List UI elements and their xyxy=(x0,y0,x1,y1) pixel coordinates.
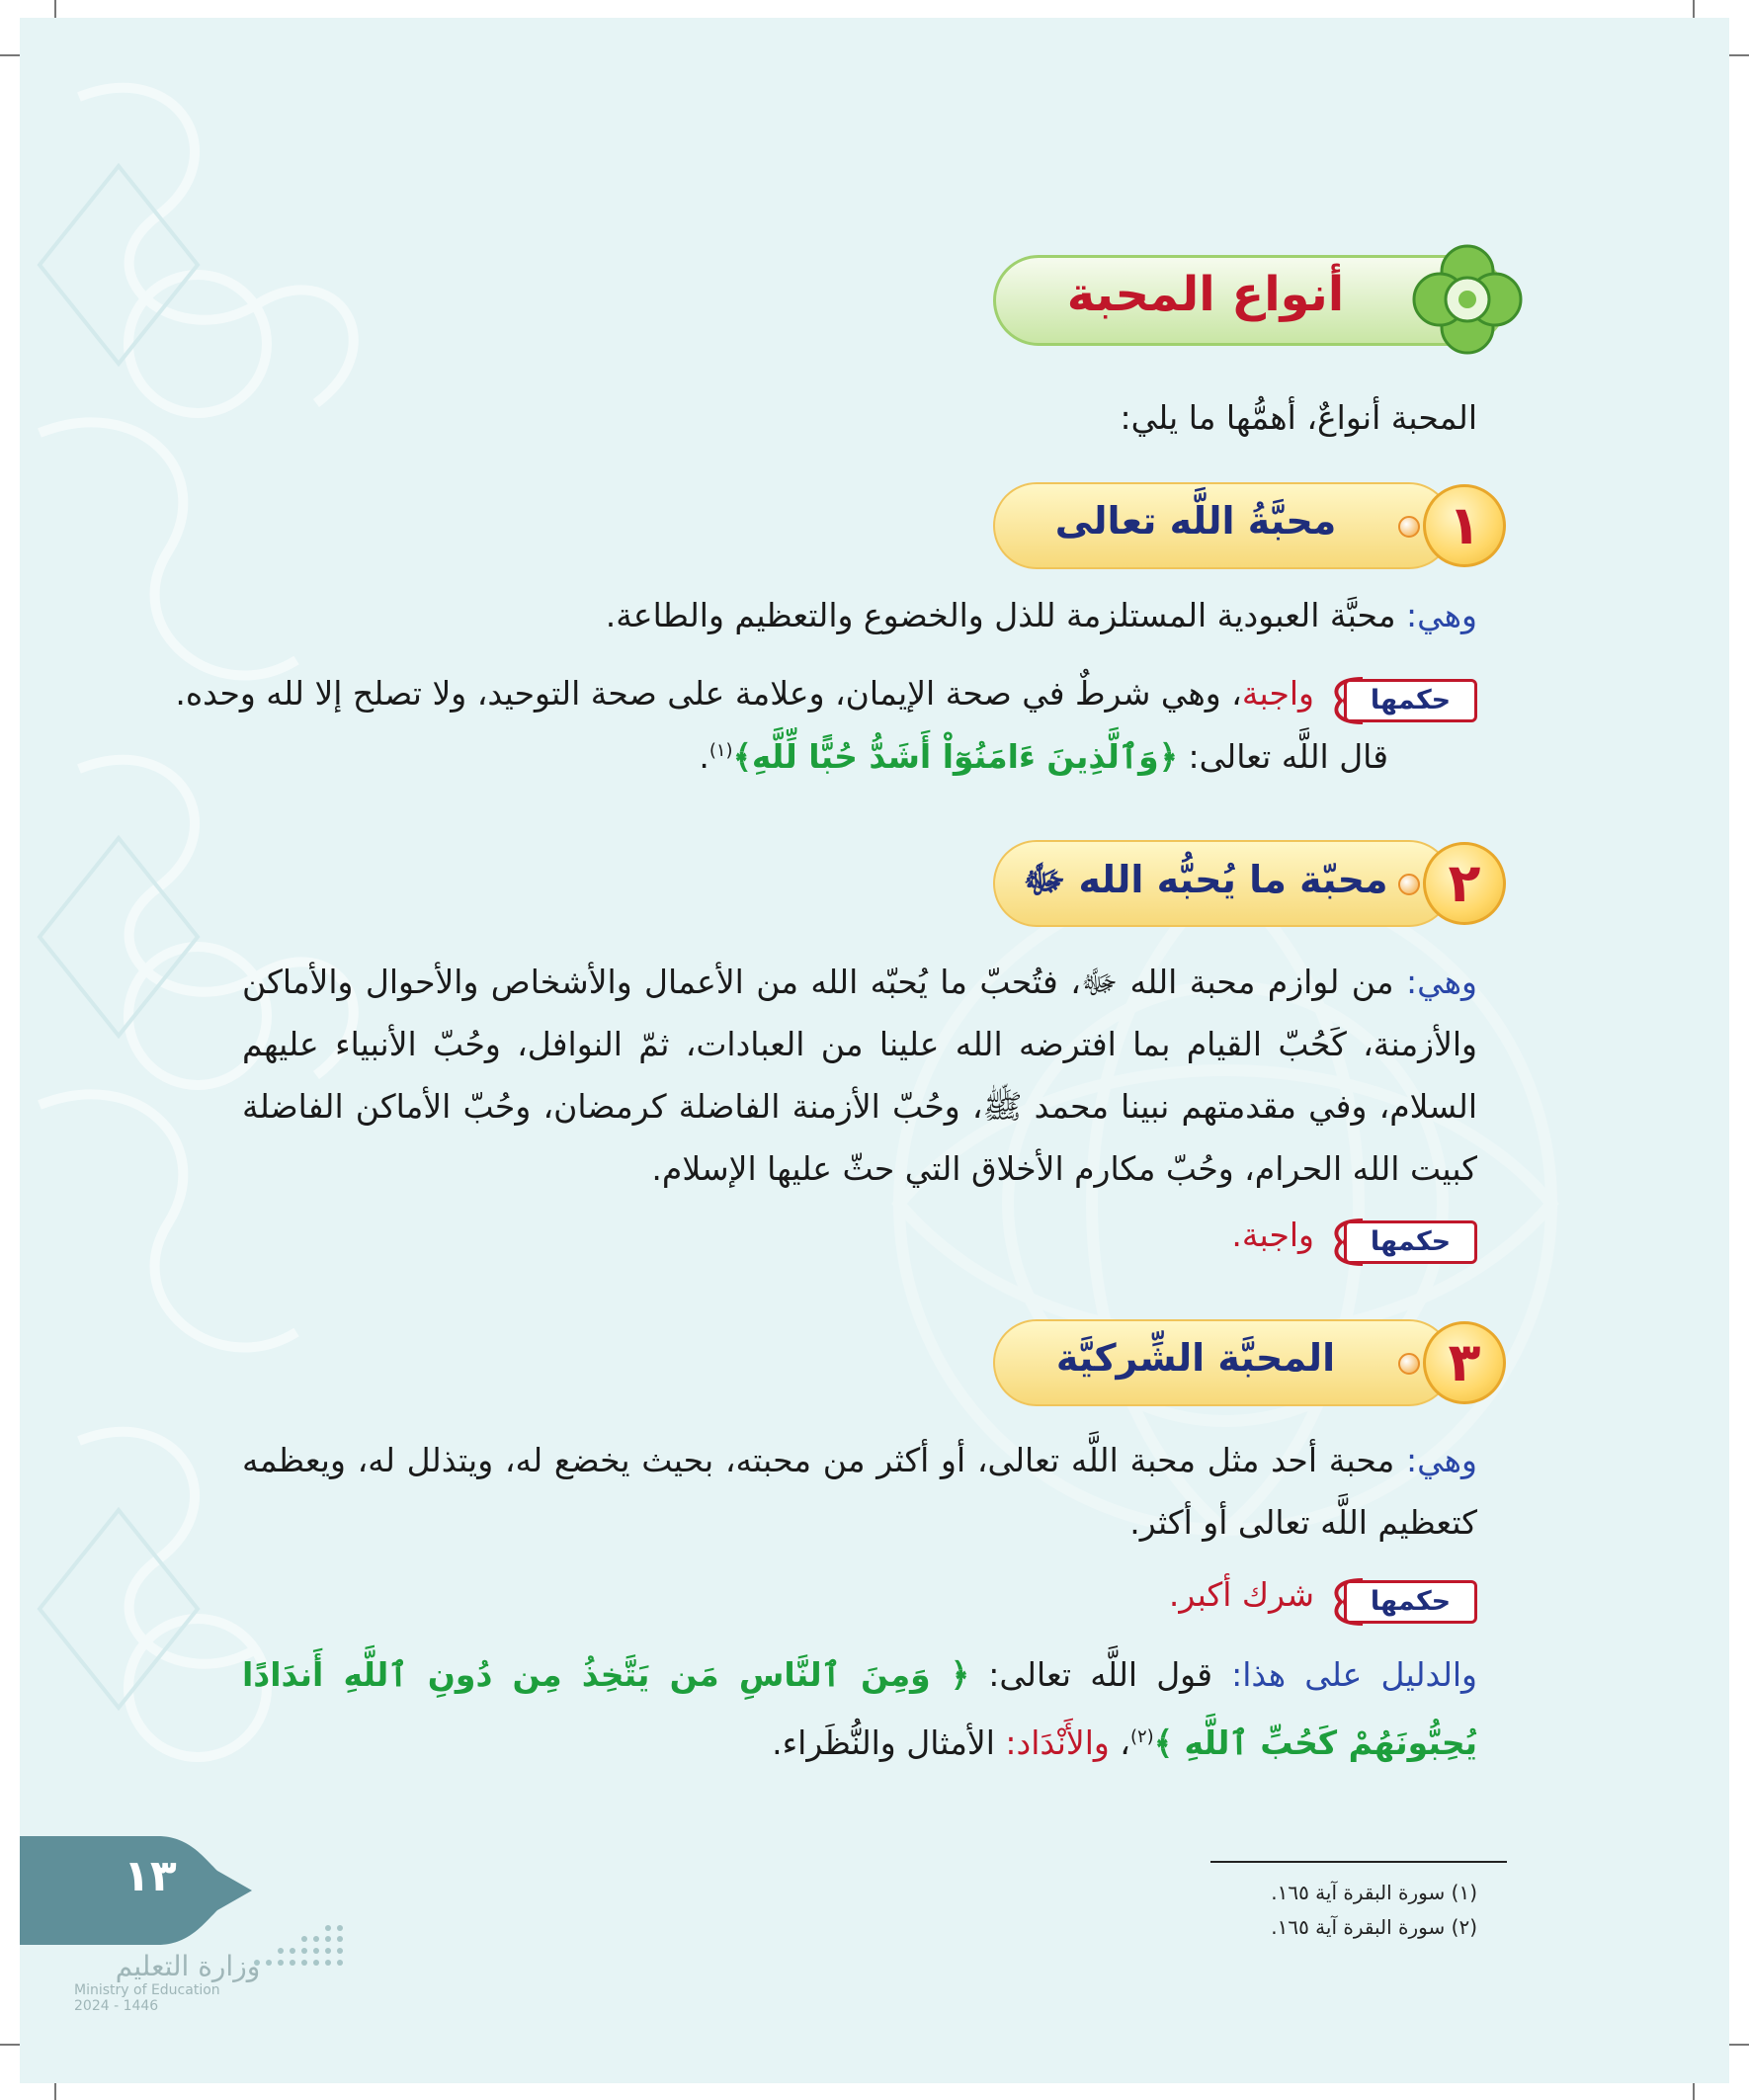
ministry-year: 2024 - 1446 xyxy=(74,1998,159,2014)
definition-label: وهي: xyxy=(1406,963,1477,1001)
ministry-logo xyxy=(74,1950,301,2014)
crop-mark xyxy=(1727,2044,1749,2046)
footnote-1: (١) سورة البقرة آية ١٦٥. xyxy=(1271,1881,1477,1904)
bullet-dot-icon xyxy=(1398,516,1420,538)
bullet-dot-icon xyxy=(1398,874,1420,895)
crop-mark xyxy=(0,2044,22,2046)
section-1-ruling-tag xyxy=(1319,675,1477,726)
section-1-quote: قال اللَّه تعالى: ﴿وَٱلَّذِينَ ءَامَنُوٓاْ أَشَدُّ حُبًّا لِّلَّهِ﴾$^{(١)}$. xyxy=(699,737,1388,776)
evidence-intro: قول اللَّه تعالى: xyxy=(988,1655,1212,1694)
ruling-label: حكمها xyxy=(1344,1220,1477,1264)
evidence-label: والدليل على هذا: xyxy=(1231,1655,1477,1694)
footnote-ref: (٢) xyxy=(1129,1726,1154,1747)
bullet-dot-icon xyxy=(1398,1353,1420,1375)
section-3-heading: المحبَّة الشِّركيَّة xyxy=(1055,1336,1336,1380)
footnote-ref: (١) xyxy=(708,740,733,761)
footnote-2: (٢) سورة البقرة آية ١٦٥. xyxy=(1271,1915,1477,1939)
flower-ornament-icon xyxy=(1408,240,1527,359)
quote-intro: قال اللَّه تعالى: xyxy=(1188,737,1388,776)
crop-mark xyxy=(1727,54,1749,56)
ministry-arabic: وزارة التعليم xyxy=(115,1950,261,1982)
section-1-heading: محبَّةُ اللَّه تعالى xyxy=(1054,499,1337,543)
ruling-label: حكمها xyxy=(1344,1580,1477,1624)
ruling-value: واجبة xyxy=(1241,674,1314,713)
definition-text: محبة أحد مثل محبة اللَّه تعالى، أو أكثر من محبته، بحيث يخضع له، ويتذلل له، ويعظمه كتعظيم اللَّه تعالى أو أكثر. xyxy=(242,1441,1477,1542)
definition-text: محبَّة العبودية المستلزمة للذل والخضوع والتعظيم والطاعة. xyxy=(605,596,1396,634)
quran-verse: ﴿ وَمِنَ ٱلنَّاسِ مَن يَتَّخِذُ مِن دُونِ ٱللَّهِ أَندَادًا يُحِبُّونَهُمْ كَحُبِّ ٱللَّهِ ﴾ xyxy=(242,1655,1477,1762)
definition-label: وهي: xyxy=(1406,1441,1477,1479)
ruling-value: شرك أكبر. xyxy=(1168,1575,1314,1614)
section-2-heading: محبّة ما يُحبُّه الله ﷻ xyxy=(1023,858,1388,901)
ruling-value: واجبة. xyxy=(1231,1216,1314,1254)
section-2-ruling xyxy=(1231,1214,1314,1258)
intro-text: المحبة أنواعٌ، أهمُّها ما يلي: xyxy=(1120,398,1477,437)
background-ornament xyxy=(632,650,1680,1757)
section-1-ruling xyxy=(175,672,1314,716)
section-1-number: ١ xyxy=(1423,484,1506,567)
andad-label: والأَنْدَاد: xyxy=(1005,1723,1110,1762)
andad-text: الأمثال والنُّظَراء. xyxy=(772,1723,995,1762)
section-3-definition xyxy=(242,1429,1477,1554)
definition-text: من لوازم محبة الله ﷻ، فتُحبّ ما يُحبّه الله من الأعمال والأشخاص والأحوال والأماكن والأزمنة، كَحُبّ القيام بما افترضه الله علينا من العبادات، ثمّ النوافل، وحُبّ الأنبياء عليهم السلام، وفي مقدمتهم نبينا محمد ﷺ، وحُبّ الأزمنة الفاضلة كرمضان، وحُبّ الأماكن الفاضلة كبيت الله الحرام، وحُبّ مكارم الأخلاق التي حثّ عليها الإسلام. xyxy=(242,963,1477,1188)
section-1-definition xyxy=(606,594,1477,638)
page-number: ١٣ xyxy=(124,1851,177,1901)
section-3-evidence: والدليل على هذا: قول اللَّه تعالى: ﴿ وَمِنَ ٱلنَّاسِ مَن يَتَّخِذُ مِن دُونِ ٱللَّهِ أَندَادًا يُحِبُّونَهُمْ كَحُبِّ ٱللَّهِ ﴾$^{(٢)}$، والأَنْدَاد: الأمثال والنُّظَراء. xyxy=(242,1655,1477,1762)
page-title: أنواع المحبة xyxy=(1066,267,1345,322)
footnote-divider xyxy=(1210,1861,1507,1863)
ruling-label: حكمها xyxy=(1344,679,1477,722)
section-3-ruling-tag xyxy=(1319,1576,1477,1628)
ministry-english: Ministry of Education xyxy=(74,1982,220,1998)
section-2-number: ٢ xyxy=(1423,842,1506,925)
crop-mark xyxy=(0,54,22,56)
definition-label: وهي: xyxy=(1406,596,1477,634)
ruling-text: ، وهي شرطٌ في صحة الإيمان، وعلامة على صحة التوحيد، ولا تصلح إلا لله وحده. xyxy=(175,674,1242,713)
section-3-ruling xyxy=(1169,1573,1314,1618)
textbook-page xyxy=(20,18,1729,2083)
section-2-ruling-tag xyxy=(1319,1217,1477,1268)
section-2-definition xyxy=(242,951,1477,1200)
section-3-number: ٣ xyxy=(1423,1321,1506,1404)
quran-verse: ﴿وَٱلَّذِينَ ءَامَنُوٓاْ أَشَدُّ حُبًّا لِّلَّهِ﴾ xyxy=(732,737,1179,776)
